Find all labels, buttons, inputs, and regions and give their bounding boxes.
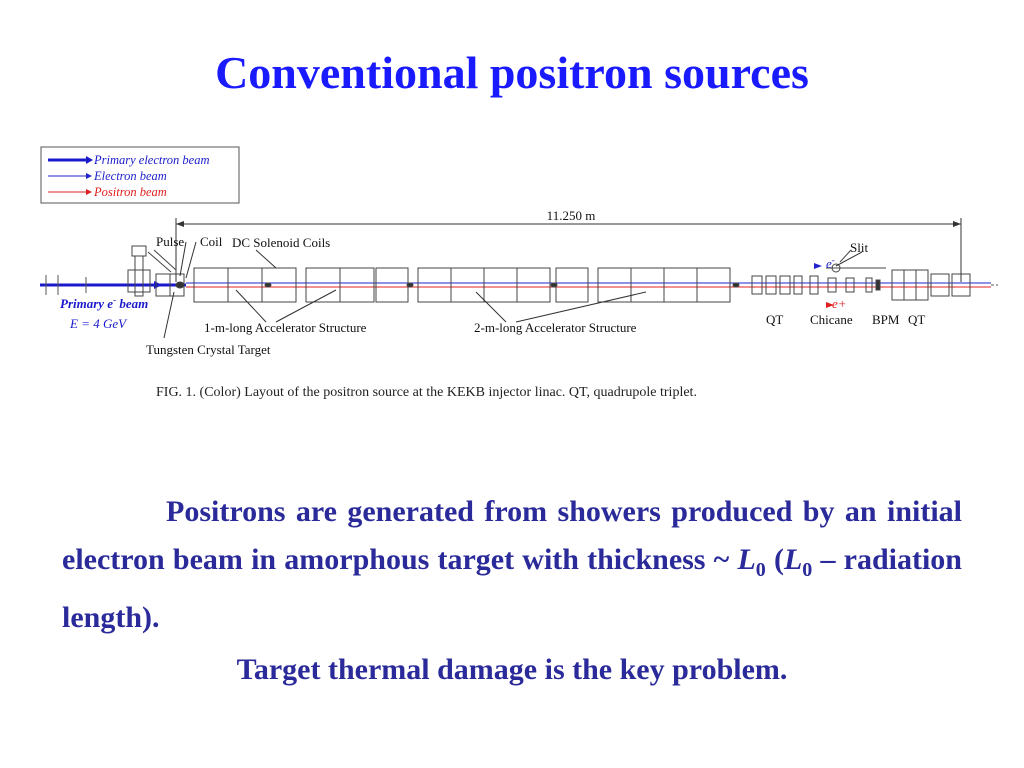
label-energy: E = 4 GeV [70,316,127,331]
dimension-label: 11.250 m [546,208,596,223]
legend-positron: Positron beam [94,185,167,199]
label-bpm: BPM [872,312,900,327]
paragraph-thermal-damage: Target thermal damage is the key problem. [236,653,788,686]
label-qt-2: QT [908,312,926,327]
label-e-plus: e+ [832,296,847,311]
legend-primary: Primary electron beam [94,153,210,167]
label-solenoid: DC Solenoid Coils [232,235,331,250]
beamline-components [752,250,970,308]
label-acc-2m: 2-m-long Accelerator Structure [474,320,637,335]
paragraph-positrons: Positrons are generated from showers produced by an initial electron beam in amorphous target with thickness ~ $L_0$ ($L_0$ – radiation length). [62,495,962,634]
label-chicane: Chicane [810,312,853,327]
label-qt-1: QT [766,312,784,327]
label-e-minus: e- [826,255,835,271]
label-coil: Coil [200,234,223,249]
label-slit: Slit [850,240,869,255]
legend-electron: Electron beam [94,169,167,183]
slide-title: Conventional positron sources [215,47,809,98]
label-pulse: Pulse [156,234,185,249]
kekb-layout-figure [36,142,998,412]
label-tungsten: Tungsten Crystal Target [146,342,271,357]
legend [41,147,239,203]
figure-caption: FIG. 1. (Color) Layout of the positron source at the KEKB injector linac. QT, quadrupole triplet. [156,385,697,400]
label-acc-1m: 1-m-long Accelerator Structure [204,320,367,335]
body-text [62,488,962,694]
accelerator-sections [176,268,739,302]
label-primary-beam: Primary e- beam [60,295,149,311]
